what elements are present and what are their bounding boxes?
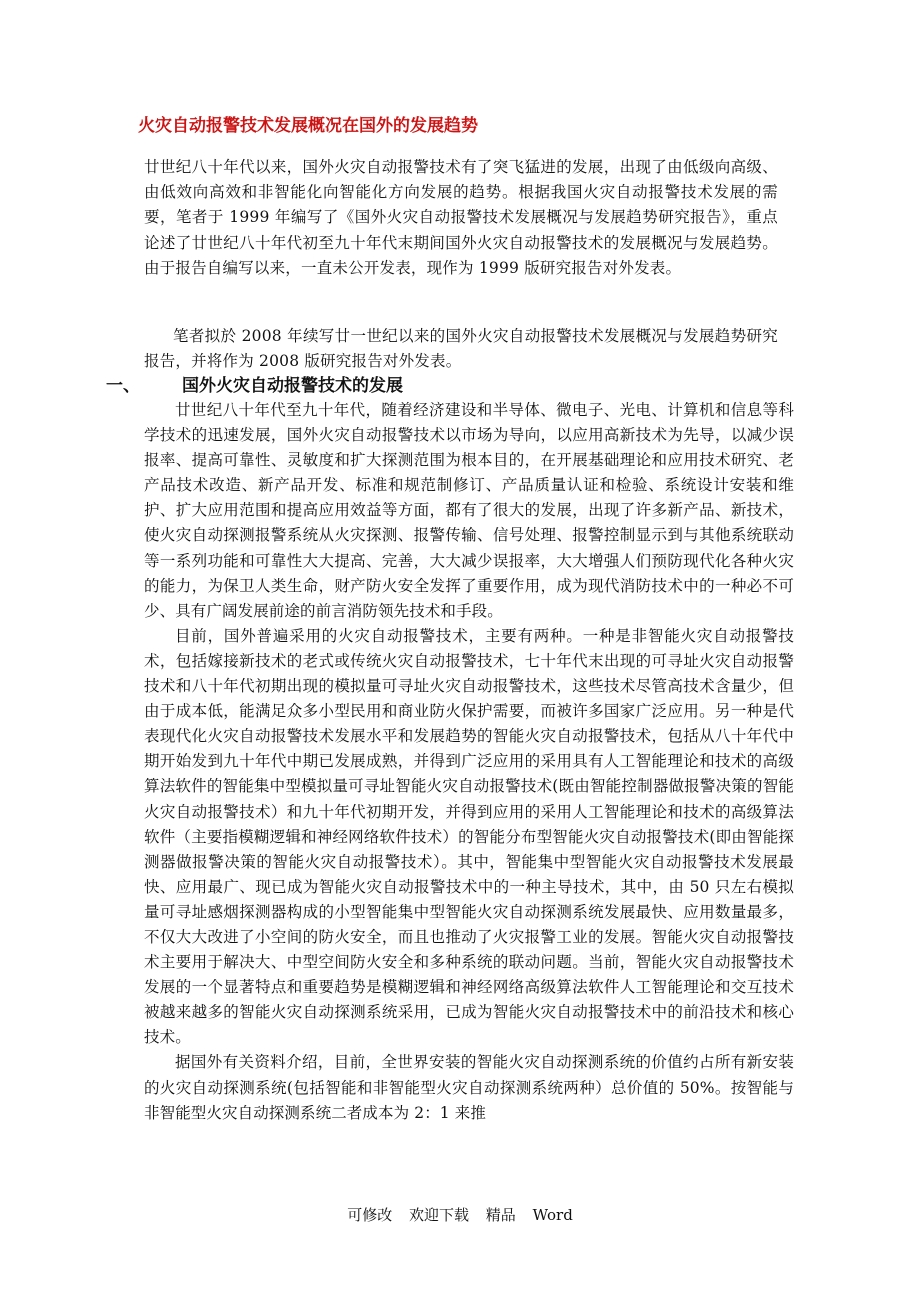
footer-editable: 可修改 [347,1206,393,1224]
body-paragraph-1: 廿世纪八十年代至九十年代，随着经济建设和半导体、微电子、光电、计算机和信息等科学技术的迅速发展，国外火灾自动报警技术以市场为导向，以应用高新技术为先导，以减少误报率、提高可靠性、灵敏度和扩大探测范围为根本目的，在开展基础理论和应用技术研究、老产品技术改造、新产品开发、标准和规范制修订、产品质量认证和检验、系统设计安装和维护、扩大应用范围和提高应用效益等方面，都有了很大的发展，出现了许多新产品、新技术，使火灾自动探测报警系统从火灾探测、报警传输、信号处理、报警控制显示到与其他系统联动等一系列功能和可靠性大大提高、完善，大大减少误报率，大大增强人们预防现代化各种火灾的能力，为保卫人类生命，财产防火安全发挥了重要作用，成为现代消防技术中的一种必不可少、具有广阔发展前途的前言消防领先技术和手段。 [144,401,794,620]
section-body [144,398,794,1126]
section-title: 国外火灾自动报警技术的发展 [182,376,403,396]
footer-download: 欢迎下载 [409,1206,470,1224]
intro-paragraph: 廿世纪八十年代以来，国外火灾自动报警技术有了突飞猛进的发展，出现了由低级向高级、由低效向高效和非智能化向智能化方向发展的趋势。根据我国火灾自动报警技术发展的需要，笔者于 1999 年编写了《国外火灾自动报警技术发展概况与发展趋势研究报告》，重点论述了廿世纪八十年代初至九十年代末期间国外火灾自动报警技术的发展概况与发展趋势。由于报告自编写以来，一直未公开发表，现作为 1999 版研究报告对外发表。 [144,158,778,277]
body-paragraph-3: 据国外有关资料介绍，目前，全世界安装的智能火灾自动探测系统的价值约占所有新安装的火灾自动探测系统(包括智能和非智能型火灾自动探测系统两种）总价值的 50%。按智能与非智能型火灾自动探测系统二者成本为 2：1 来推 [144,1053,794,1122]
section-heading [106,373,786,399]
footer-premium: 精品 [485,1206,516,1224]
intro-paragraph-2: 笔者拟於 2008 年续写廿一世纪以来的国外火灾自动报警技术发展概况与发展趋势研究报告，并将作为 2008 版研究报告对外发表。 [144,327,778,371]
page-footer [0,1205,920,1225]
document-title: 火灾自动报警技术发展概况在国外的发展趋势 [138,116,478,136]
footer-word: Word [532,1206,573,1224]
section-number: 一、 [106,376,140,396]
body-paragraph-2: 目前，国外普遍采用的火灾自动报警技术，主要有两种。一种是非智能火灾自动报警技术，包括嫁接新技术的老式或传统火灾自动报警技术，七十年代末出现的可寻址火灾自动报警技术和八十年代初期出现的模拟量可寻址火灾自动报警技术，这些技术尽管高技术含量少，但由于成本低，能满足众多小型民用和商业防火保护需要，而被许多国家广泛应用。另一种是代表现代化火灾自动报警技术发展水平和发展趋势的智能火灾自动报警技术，包括从八十年代中期开始发到九十年代中期已发展成熟，并得到广泛应用的采用具有人工智能理论和技术的高级算法软件的智能集中型模拟量可寻址智能火灾自动报警技术(既由智能控制器做报警决策的智能火灾自动报警技术）和九十年代初期开发，并得到应用的采用人工智能理论和技术的高级算法软件（主要指模糊逻辑和神经网络软件技术）的智能分布型智能火灾自动报警技术(即由智能探测器做报警决策的智能火灾自动报警技术）。其中，智能集中型智能火灾自动报警技术发展最快、应用最广、现已成为智能火灾自动报警技术中的一种主导技术，其中，由 50 只左右模拟量可寻址感烟探测器构成的小型智能集中型智能火灾自动探测系统发展最快、应用数量最多，不仅大大改进了小空间的防火安全，而且也推动了火灾报警工业的发展。智能火灾自动报警技术主要用于解决大、中型空间防火安全和多种系统的联动问题。当前，智能火灾自动报警技术发展的一个显著特点和重要趋势是模糊逻辑和神经网络高级算法软件人工智能理论和交互技术被越来越多的智能火灾自动探测系统采用，已成为智能火灾自动报警技术中的前沿技术和核心技术。 [144,626,794,1047]
